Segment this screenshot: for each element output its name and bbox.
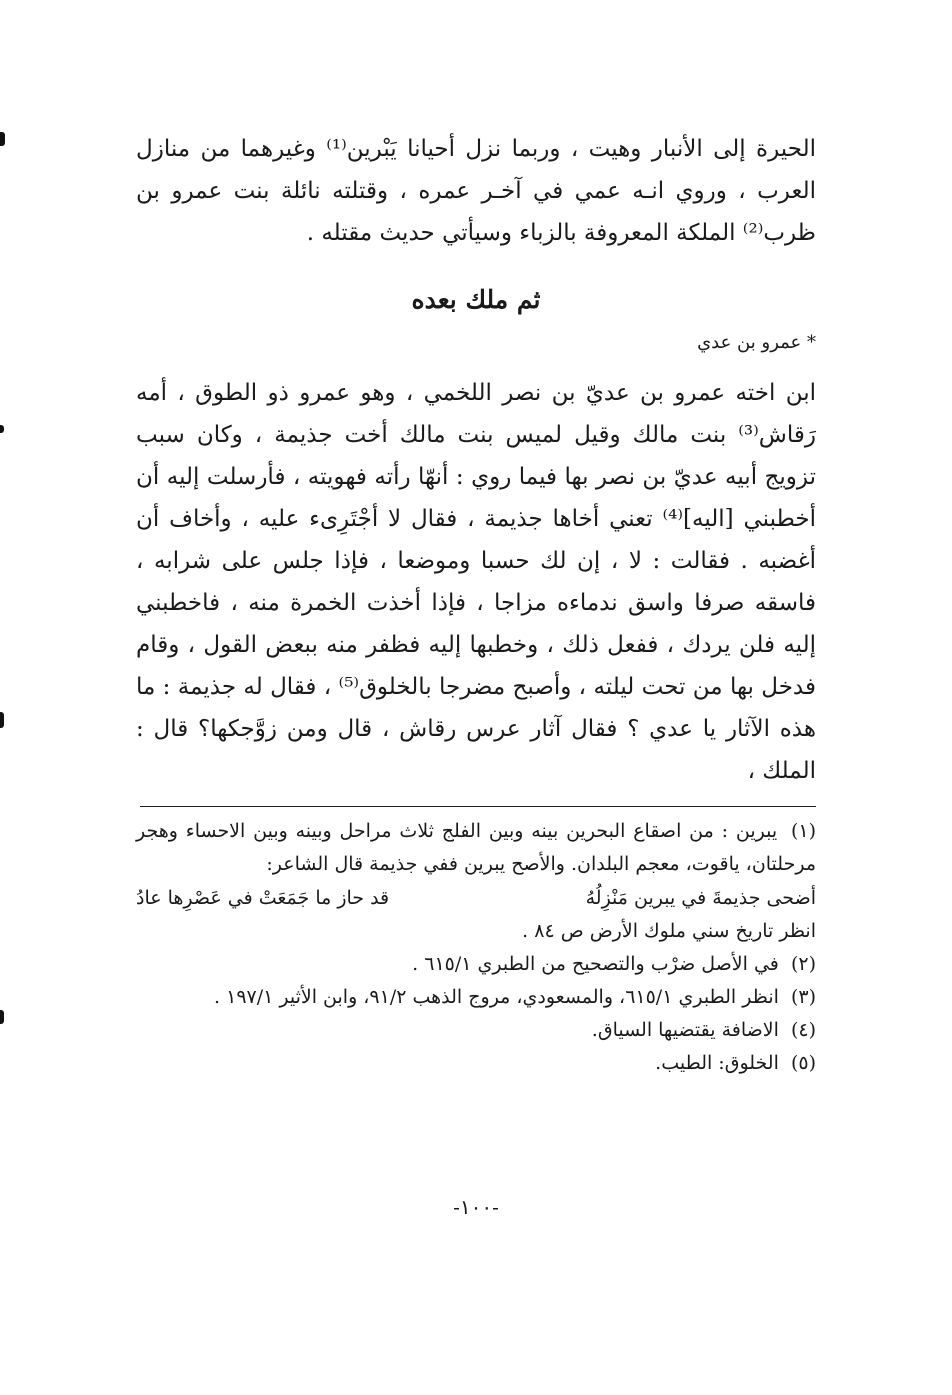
section-title: ثم ملك بعده — [411, 285, 541, 314]
footnote-1 — [136, 815, 816, 881]
scan-edge-mark — [0, 425, 4, 433]
footnote-number: (٣) — [790, 986, 816, 1008]
main-paragraph: ابن اخته عمرو بن عديّ بن نصر اللخمي ، وهو عمرو ذو الطوق ، أمه رَقاش⁽³⁾ بنت مالك وقيل لميس بنت مالك أخت جذيمة ، وكان سبب تزويج أبيه عديّ بن نصر بها فيما روي : أنهّا رأته فهويته ، فأرسلت إليه أن أخطبني [اليه]⁽⁴⁾ تعني أخاها جذيمة ، فقال لا أجْتَرِىء عليه ، وأخاف أن أغضبه . فقالت : لا ، إن لك حسبا وموضعا ، فإذا جلس على شرابه ، فاسقه صرفا واسق ندماءه مزاجا ، فإذا أخذت الخمرة منه ، فاخطبني إليه فلن يردك ، ففعل ذلك ، وخطبها إليه فظفر منه ببعض القول ، وقام فدخل بها من تحت ليلته ، وأصبح مضرجا بالخلوق⁽⁵⁾ ، فقال له جذيمة : ما هذه الآثار يا عدي ؟ فقال آثار عرس رقاش ، قال ومن زوَّجكها؟ قال : الملك ، — [136, 380, 816, 784]
top-paragraph: الحيرة إلى الأنبار وهيت ، وربما نزل أحيانا يَبْرين⁽¹⁾ وغيرهما من منازل العرب ، وروي انـه عمي في آخـر عمره ، وقتلته نائلة بنت عمرو بن ظرب⁽²⁾ الملكة المعروفة بالزباء وسيأتي حديث مقتله . — [136, 136, 816, 246]
footnotes — [136, 815, 816, 1080]
footnote-2 — [136, 948, 816, 981]
scan-edge-mark — [0, 712, 4, 728]
verse-first-hemistich: أضحى جذيمةَ في يبرين مَنْزِلُهُ — [585, 887, 816, 909]
footnote-5 — [136, 1047, 816, 1080]
footnote-number: (٤) — [790, 1019, 816, 1041]
footnote-4 — [136, 1014, 816, 1047]
footnote-text: الخلوق: الطيب. — [655, 1052, 779, 1074]
footnote-text: انظر الطبري ٦١٥/١، والمسعودي، مروج الذهب ٩١/٢، وابن الأثير ١٩٧/١ . — [214, 986, 779, 1008]
footnote-number: (١) — [790, 820, 816, 842]
footnote-divider — [140, 806, 816, 807]
verse-second-hemistich: قد حاز ما جَمَعَتْ في عَصْرِها عادُ — [136, 887, 390, 909]
subheading: * عمرو بن عدي — [697, 332, 816, 353]
footnote-text: يبرين : من اصقاع البحرين بينه وبين الفلج ثلاث مراحل وبينه وبين الاحساء وهجر مرحلتان، ياقوت، معجم البلدان. والأصح يبرين ففي جذيمة قال الشاعر: — [136, 820, 816, 875]
scan-edge-mark — [0, 1010, 4, 1024]
page-number: -١٠٠- — [453, 1195, 499, 1219]
poem-verse — [136, 881, 816, 915]
footnote-3 — [136, 981, 816, 1014]
scan-edge-mark — [0, 132, 5, 146]
footnote-text: في الأصل ضرْب والتصحيح من الطبري ٦١٥/١ . — [412, 953, 779, 975]
footnote-number: (٢) — [790, 953, 816, 975]
footnote-1-tail: انظر تاريخ سني ملوك الأرض ص ٨٤ . — [522, 920, 816, 942]
footnote-number: (٥) — [790, 1052, 816, 1074]
footnote-text: الاضافة يقتضيها السياق. — [591, 1019, 779, 1041]
page-content — [136, 128, 816, 1080]
